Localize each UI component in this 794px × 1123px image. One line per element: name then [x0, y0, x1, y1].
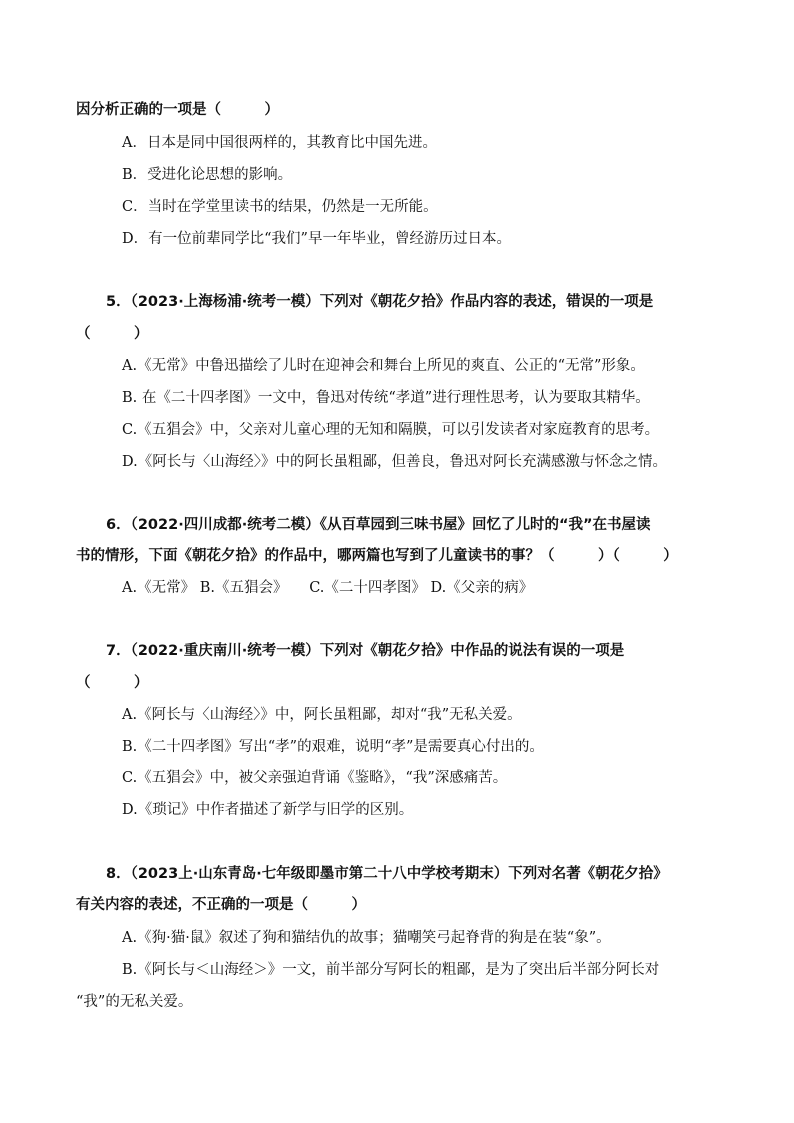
q5-option-a: A.《无常》中鲁迅描绘了儿时在迎神会和舞台上所见的爽直、公正的“无常”形象。	[122, 358, 645, 374]
q6-stem-line1: 6．（2022·四川成都·统考二模）《从百草园到三味书屋》回忆了儿时的“我”在书屋读	[106, 517, 651, 533]
q7-option-d: D.《琐记》中作者描述了新学与旧学的区别。	[122, 802, 414, 818]
q8-option-b: B.《阿长与＜山海经＞》一文，前半部分写阿长的粗鄙，是为了突出后半部分阿长对	[122, 962, 660, 978]
q4-option-b: B．受进化论思想的影响。	[122, 167, 293, 183]
q5-stem-line2: （ ）	[76, 326, 149, 342]
q4-stem-tail: 因分析正确的一项是（ ）	[76, 102, 279, 118]
q7-stem-line2: （ ）	[76, 675, 149, 691]
q6-options: A.《无常》 B.《五猖会》 C.《二十四孝图》 D.《父亲的病》	[122, 580, 534, 596]
q5-option-b: B. 在《二十四孝图》一文中，鲁迅对传统“孝道”进行理性思考，认为要取其精华。	[122, 390, 650, 406]
q4-option-c: C．当时在学堂里读书的结果，仍然是一无所能。	[122, 199, 438, 215]
q8-option-a: A.《狗·猫·鼠》叙述了狗和猫结仇的故事；猫嘲笑弓起脊背的狗是在装“象”。	[122, 930, 611, 946]
q7-stem-line1: 7．（2022·重庆南川·统考一模）下列对《朝花夕拾》中作品的说法有误的一项是	[106, 643, 625, 659]
q5-stem-line1: 5．（2023·上海杨浦·统考一模）下列对《朝花夕拾》作品内容的表述，错误的一项是	[106, 294, 654, 310]
q5-option-d: D.《阿长与〈山海经〉》中的阿长虽粗鄙，但善良，鲁迅对阿长充满感激与怀念之情。	[122, 454, 667, 470]
q5-option-c: C.《五猖会》中，父亲对儿童心理的无知和隔膜，可以引发读者对家庭教育的思考。	[122, 422, 660, 438]
q6-stem-line2: 书的情形，下面《朝花夕拾》的作品中，哪两篇也写到了儿童读书的事？（ ）（ ）	[76, 548, 678, 564]
q8-stem-line2: 有关内容的表述，不正确的一项是（ ）	[76, 897, 366, 913]
q4-option-d: D．有一位前辈同学比“我们”早一年毕业，曾经游历过日本。	[122, 231, 511, 247]
q7-option-b: B.《二十四孝图》写出“孝”的艰难，说明“孝”是需要真心付出的。	[122, 739, 544, 755]
q7-option-c: C.《五猖会》中，被父亲强迫背诵《鉴略》，“我”深感痛苦。	[122, 770, 508, 786]
q4-option-a: A．日本是同中国很两样的，其教育比中国先进。	[122, 135, 437, 151]
q8-stem-line1: 8．（2023上·山东青岛·七年级即墨市第二十八中学校考期末）下列对名著《朝花夕拾》	[106, 866, 668, 882]
q8-option-b-continued: “我”的无私关爱。	[76, 994, 193, 1010]
q7-option-a: A.《阿长与〈山海经〉》中，阿长虽粗鄙，却对“我”无私关爱。	[122, 707, 522, 723]
